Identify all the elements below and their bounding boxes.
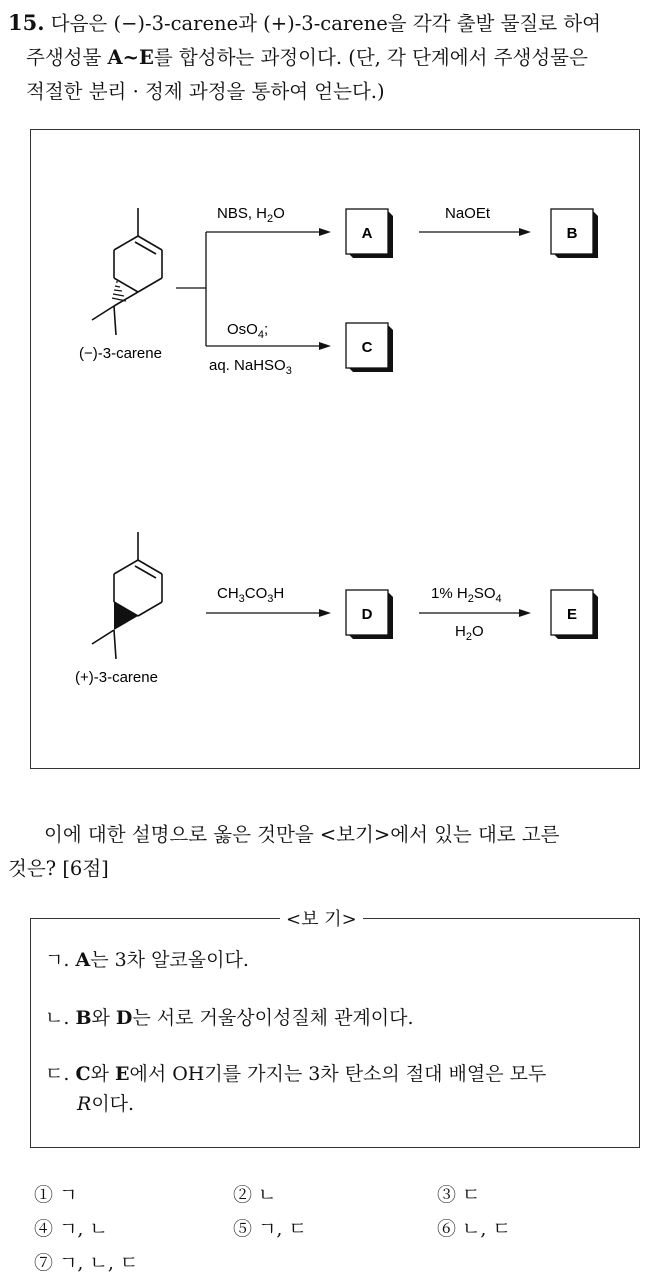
bogi-item-3-text-2: 에서 OH기를 가지는 3차 탄소의 절대 배열은 모두	[129, 1063, 547, 1085]
reagent-h2so4: 1% $H_2SO_4$	[431, 585, 502, 605]
choice-7[interactable]: ⑦ ㄱ, ㄴ, ㄷ	[34, 1252, 139, 1274]
bogi-item-3	[45, 1059, 630, 1119]
product-e-label: E	[566, 606, 578, 623]
plus-carene-structure	[92, 532, 162, 659]
product-b-label: B	[566, 225, 578, 242]
reagent-nbs: NBS, $H_2O$	[217, 205, 285, 225]
choice-2[interactable]: ② ㄴ	[233, 1184, 277, 1206]
reaction-scheme	[30, 129, 640, 769]
bogi-item-2	[45, 1003, 414, 1033]
minus-carene-label: (−)-3-carene	[79, 345, 162, 362]
question-line-3: 적절한 분리 · 정제 과정을 통하여 얻는다.)	[26, 80, 385, 103]
bogi-item-3-subject-2: E	[114, 1063, 130, 1085]
product-d-label: D	[361, 606, 373, 623]
cyclopropane-wedge	[114, 602, 138, 630]
bogi-item-3-mark: ㄷ.	[45, 1063, 70, 1085]
reagent-peracetic: $CH_3CO_3H$	[217, 585, 285, 605]
minus-carene-structure	[92, 208, 162, 335]
reagent-nahso3: aq. NaHSO$_3$	[209, 357, 292, 377]
choice-3[interactable]: ③ ㄷ	[437, 1184, 481, 1206]
bogi-item-3-config: R	[77, 1093, 92, 1115]
bogi-item-2-subject-2: D	[115, 1007, 133, 1029]
bogi-item-2-text-1: 와	[91, 1007, 116, 1029]
product-box-b	[551, 209, 598, 258]
question-text-1: 다음은 (−)-3-carene과 (+)-3-carene을 각각 출발 물질로 하여	[50, 12, 601, 35]
reagent-h2o: $H_2O$	[455, 623, 484, 643]
bogi-item-3-text-3: 이다.	[91, 1093, 135, 1115]
question-text-2a: 주생성물	[26, 46, 108, 69]
bogi-item-1-text: 는 3차 알코올이다.	[90, 949, 249, 971]
scheme-drawing	[31, 130, 641, 770]
reagent-naoet: NaOEt	[445, 205, 491, 222]
bogi-box	[30, 918, 640, 1148]
question-prompt	[8, 818, 648, 886]
product-box-c	[346, 323, 393, 372]
question-line-2	[8, 41, 648, 75]
plus-carene-label: (+)-3-carene	[75, 669, 158, 686]
product-box-e	[551, 590, 598, 639]
prompt-line-2: 것은? [6점]	[8, 857, 109, 880]
bogi-item-3-text-1: 와	[90, 1063, 115, 1085]
bogi-item-1	[45, 945, 249, 975]
bogi-item-3-subject-1: C	[75, 1063, 91, 1085]
reagent-oso4: OsO$_4$;	[227, 321, 269, 341]
choice-1[interactable]: ① ㄱ	[34, 1184, 78, 1206]
product-box-d	[346, 590, 393, 639]
bogi-title: <보 기>	[280, 905, 363, 931]
question-text-2c: 를 합성하는 과정이다. (단, 각 단계에서 주생성물은	[153, 46, 588, 69]
question-text-2b: A~E	[107, 46, 154, 69]
choice-6[interactable]: ⑥ ㄴ, ㄷ	[437, 1218, 511, 1240]
question-number: 15.	[8, 10, 45, 35]
question-line-1	[8, 6, 648, 41]
choice-5[interactable]: ⑤ ㄱ, ㄷ	[233, 1218, 307, 1240]
product-c-label: C	[361, 339, 373, 356]
product-a-label: A	[361, 225, 373, 242]
bogi-item-1-subject: A	[75, 949, 91, 971]
bogi-item-2-mark: ㄴ.	[45, 1007, 70, 1029]
choice-4[interactable]: ④ ㄱ, ㄴ	[34, 1218, 108, 1240]
bogi-item-2-subject-1: B	[75, 1007, 92, 1029]
hashed-wedge	[112, 282, 126, 301]
prompt-line-1: 이에 대한 설명으로 옳은 것만을 <보기>에서 있는 대로 고른	[44, 823, 560, 846]
bogi-item-2-text-2: 는 서로 거울상이성질체 관계이다.	[132, 1007, 414, 1029]
question-stem	[8, 6, 648, 109]
bogi-item-1-mark: ㄱ.	[45, 949, 70, 971]
product-box-a	[346, 209, 393, 258]
